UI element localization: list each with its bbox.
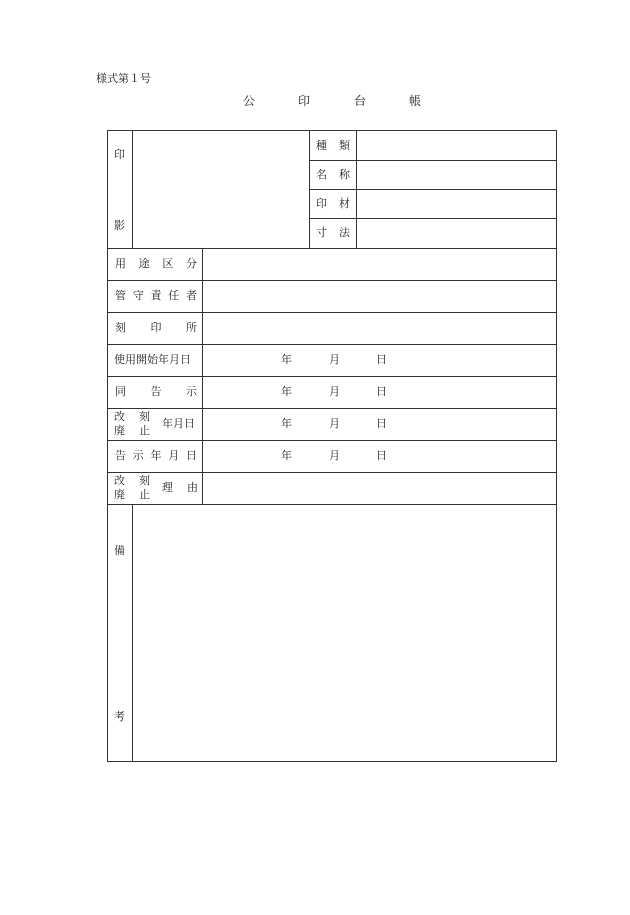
start-date-month: 月 [329, 353, 340, 366]
remarks-label-top: 備 [114, 544, 125, 557]
label-name: 名 称 [316, 168, 350, 181]
remarks-field[interactable] [134, 507, 554, 757]
label-revision-bottom: 廃 止 [114, 424, 150, 437]
revision-date-year: 年 [281, 417, 292, 430]
title-char-4: 帳 [409, 94, 422, 108]
notice-year: 年 [281, 385, 292, 398]
remarks-label-bottom: 考 [114, 710, 125, 723]
label-engraver: 刻 印 所 [115, 321, 197, 334]
label-notice-date: 告 示 年 月 日 [115, 449, 197, 462]
label-reason-suffix: 理 由 [162, 481, 198, 494]
revision-date-day: 日 [376, 417, 387, 430]
start-date-day: 日 [376, 353, 387, 366]
label-reason-top: 改 刻 [114, 474, 150, 487]
label-revision-date-suffix: 年月日 [162, 417, 195, 430]
label-revision-top: 改 刻 [114, 410, 150, 423]
label-reason-bottom: 廃 止 [114, 488, 150, 501]
seal-ledger-form [107, 130, 557, 762]
label-material: 印 材 [316, 197, 350, 210]
label-usage: 用 途 区 分 [115, 257, 197, 270]
label-custodian: 管 守 責 任 者 [115, 289, 197, 302]
seal-impression-label-top: 印 [114, 148, 125, 161]
form-number: 様式第１号 [96, 72, 151, 85]
start-date-year: 年 [281, 353, 292, 366]
notice-month: 月 [329, 385, 340, 398]
label-start-date: 使用開始年月日 [114, 353, 191, 366]
label-notice: 同 告 示 [115, 385, 197, 398]
title-char-1: 公 [243, 94, 256, 108]
seal-impression-label-bottom: 影 [114, 219, 125, 232]
label-dimensions: 寸 法 [316, 226, 350, 239]
notice-day: 日 [376, 385, 387, 398]
label-type: 種 類 [316, 139, 350, 152]
revision-date-month: 月 [329, 417, 340, 430]
seal-impression-area[interactable] [133, 131, 308, 247]
notice-date-day: 日 [376, 449, 387, 462]
title-char-2: 印 [298, 94, 311, 108]
title-char-3: 台 [354, 94, 367, 108]
notice-date-month: 月 [329, 449, 340, 462]
notice-date-year: 年 [281, 449, 292, 462]
